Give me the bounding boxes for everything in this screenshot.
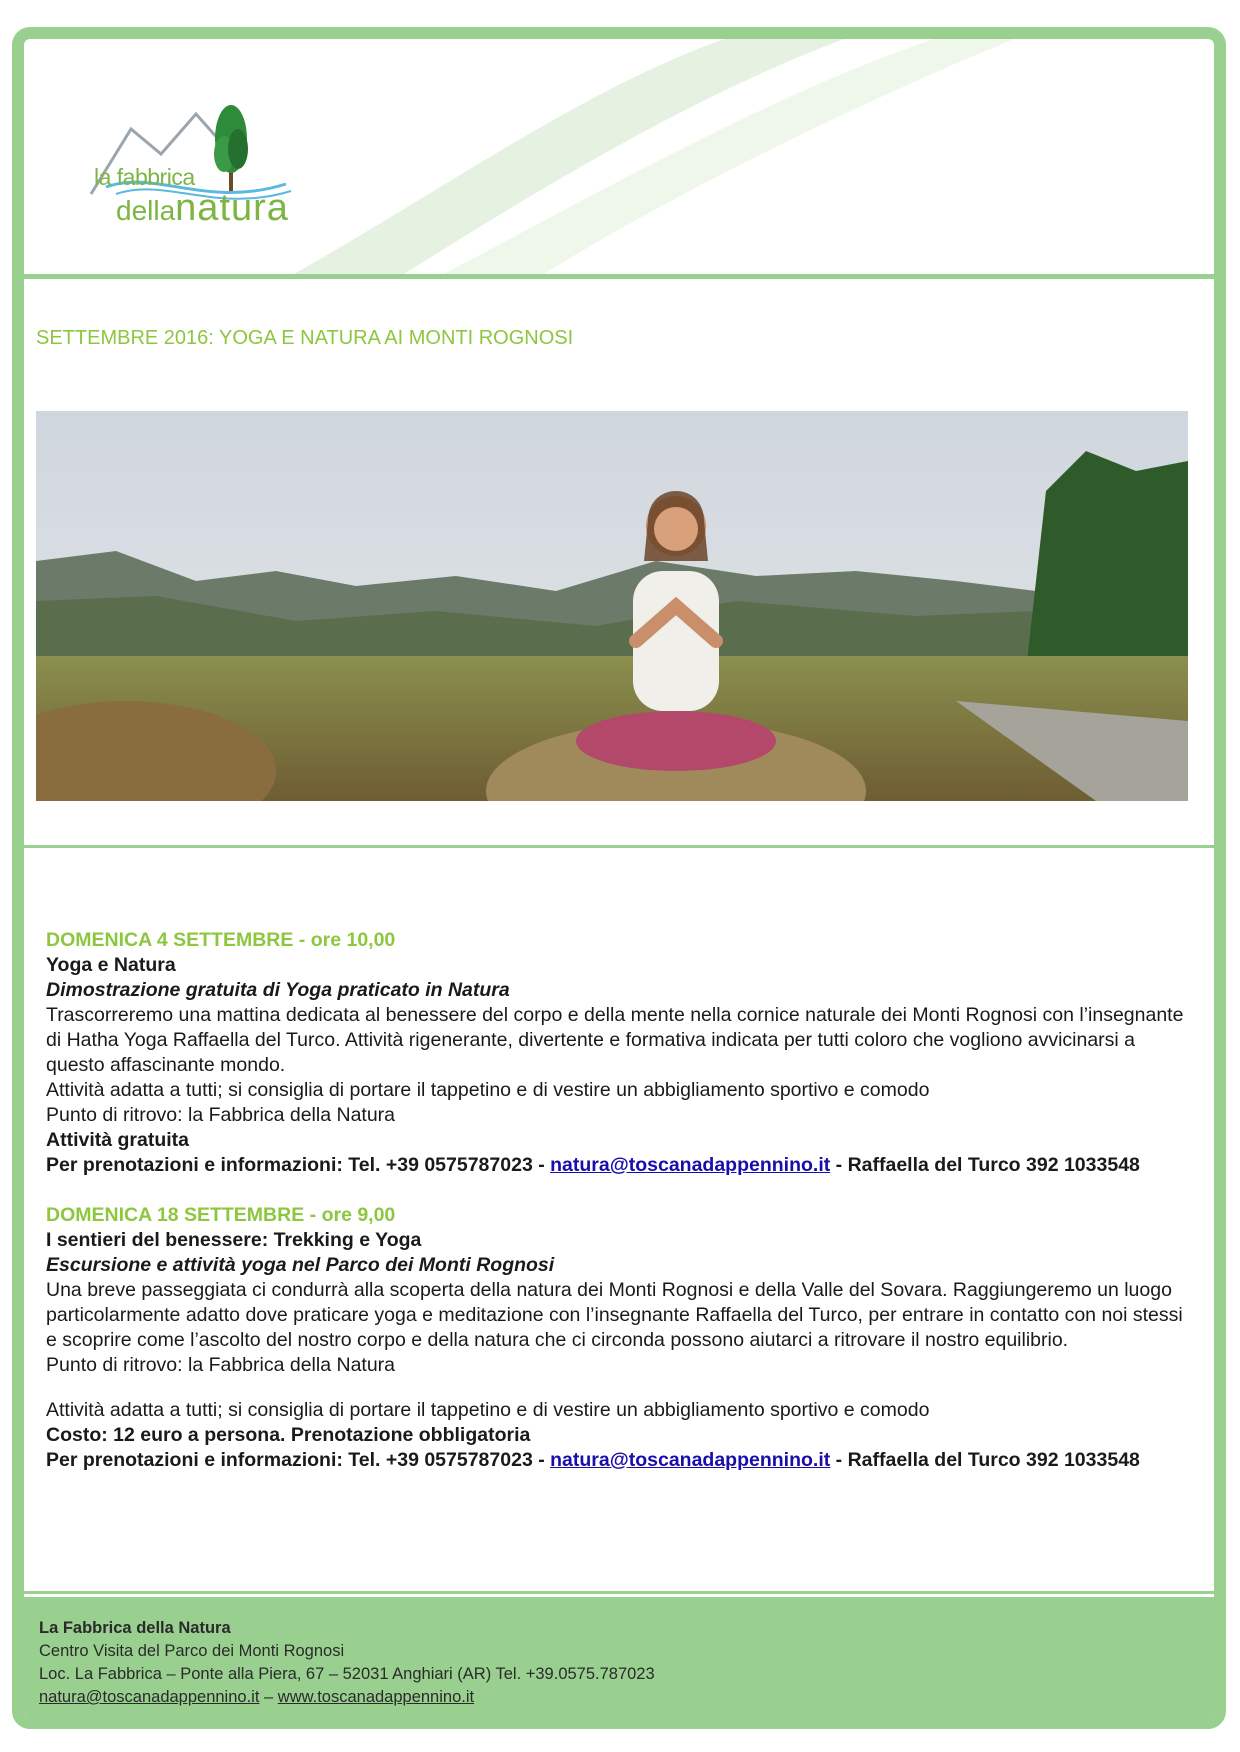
page-title: SETTEMBRE 2016: YOGA E NATURA AI MONTI ROGNOSI: [36, 327, 574, 349]
event1-subtitle: Dimostrazione gratuita di Yoga praticato in Natura: [46, 979, 510, 1001]
event1-email-link[interactable]: natura@toscanadappennino.it: [550, 1154, 831, 1176]
page-frame: [12, 27, 1226, 1729]
event2-suitability: Attività adatta a tutti; si consiglia di portare il tappetino e di vestire un abbigliamento sportivo e comodo: [46, 1399, 930, 1421]
header: [24, 39, 1214, 274]
event1-meeting: Punto di ritrovo: la Fabbrica della Natura: [46, 1104, 396, 1126]
logo-text-line1: la fabbrica: [94, 164, 195, 190]
event1-heading: DOMENICA 4 SETTEMBRE - ore 10,00: [46, 929, 396, 951]
footer-email-link[interactable]: natura@toscanadappennino.it: [39, 1688, 260, 1706]
footer-line2: Centro Visita del Parco dei Monti Rognosi: [39, 1642, 345, 1660]
event2-description: Una breve passeggiata ci condurrà alla scoperta della natura dei Monti Rognosi e della Valle del Sovara. Raggiungeremo un luogo particolarmente adatto dove praticare yoga e meditazione con l’insegnante Raffaella del Turco, per entrare in contatto con noi stessi e scoprire come l’ascolto del nostro corpo e della natura che ci circonda possono aiutarci a ritrovare il nostro equilibrio.: [46, 1279, 1183, 1351]
logo-text-line2: dellanatura: [116, 187, 289, 229]
footer-org: La Fabbrica della Natura: [39, 1619, 231, 1637]
footer: [24, 1597, 1214, 1729]
event2-name: I sentieri del benessere: Trekking e Yoga: [46, 1229, 422, 1251]
event2-meeting: Punto di ritrovo: la Fabbrica della Natura: [46, 1354, 396, 1376]
footer-text: [39, 1617, 655, 1709]
footer-address: Loc. La Fabbrica – Ponte alla Piera, 67 – 52031 Anghiari (AR) Tel. +39.0575.787023: [39, 1665, 655, 1683]
divider-top: [24, 274, 1214, 279]
event2-email-link[interactable]: natura@toscanadappennino.it: [550, 1449, 831, 1471]
event2-subtitle: Escursione e attività yoga nel Parco dei Monti Rognosi: [46, 1254, 555, 1276]
event2-booking: Per prenotazioni e informazioni: Tel. +39 0575787023 - natura@toscanadappennino.it - Raffaella del Turco 392 1033548: [46, 1449, 1140, 1471]
divider-bottom: [24, 1591, 1214, 1594]
event1-suitability: Attività adatta a tutti; si consiglia di portare il tappetino e di vestire un abbigliamento sportivo e comodo: [46, 1079, 930, 1101]
event2-heading: DOMENICA 18 SETTEMBRE - ore 9,00: [46, 1204, 396, 1226]
events-content: [46, 928, 1196, 1473]
event1-booking: Per prenotazioni e informazioni: Tel. +39 0575787023 - natura@toscanadappennino.it - Raffaella del Turco 392 1033548: [46, 1154, 1140, 1176]
yoga-photo: [36, 411, 1188, 801]
footer-links: natura@toscanadappennino.it – www.toscanadappennino.it: [39, 1688, 475, 1706]
event1-description: Trascorreremo una mattina dedicata al benessere del corpo e della mente nella cornice naturale dei Monti Rognosi con l’insegnante di Hatha Yoga Raffaella del Turco. Attività rigenerante, divertente e formativa indicata per tutti coloro che vogliono avvicinarsi a questo affascinante mondo.: [46, 1004, 1184, 1076]
footer-website-link[interactable]: www.toscanadappennino.it: [277, 1688, 475, 1706]
event1-name: Yoga e Natura: [46, 954, 176, 976]
event2-cost: Costo: 12 euro a persona. Prenotazione obbligatoria: [46, 1424, 531, 1446]
event1-cost: Attività gratuita: [46, 1129, 190, 1151]
divider-middle: [24, 845, 1214, 848]
